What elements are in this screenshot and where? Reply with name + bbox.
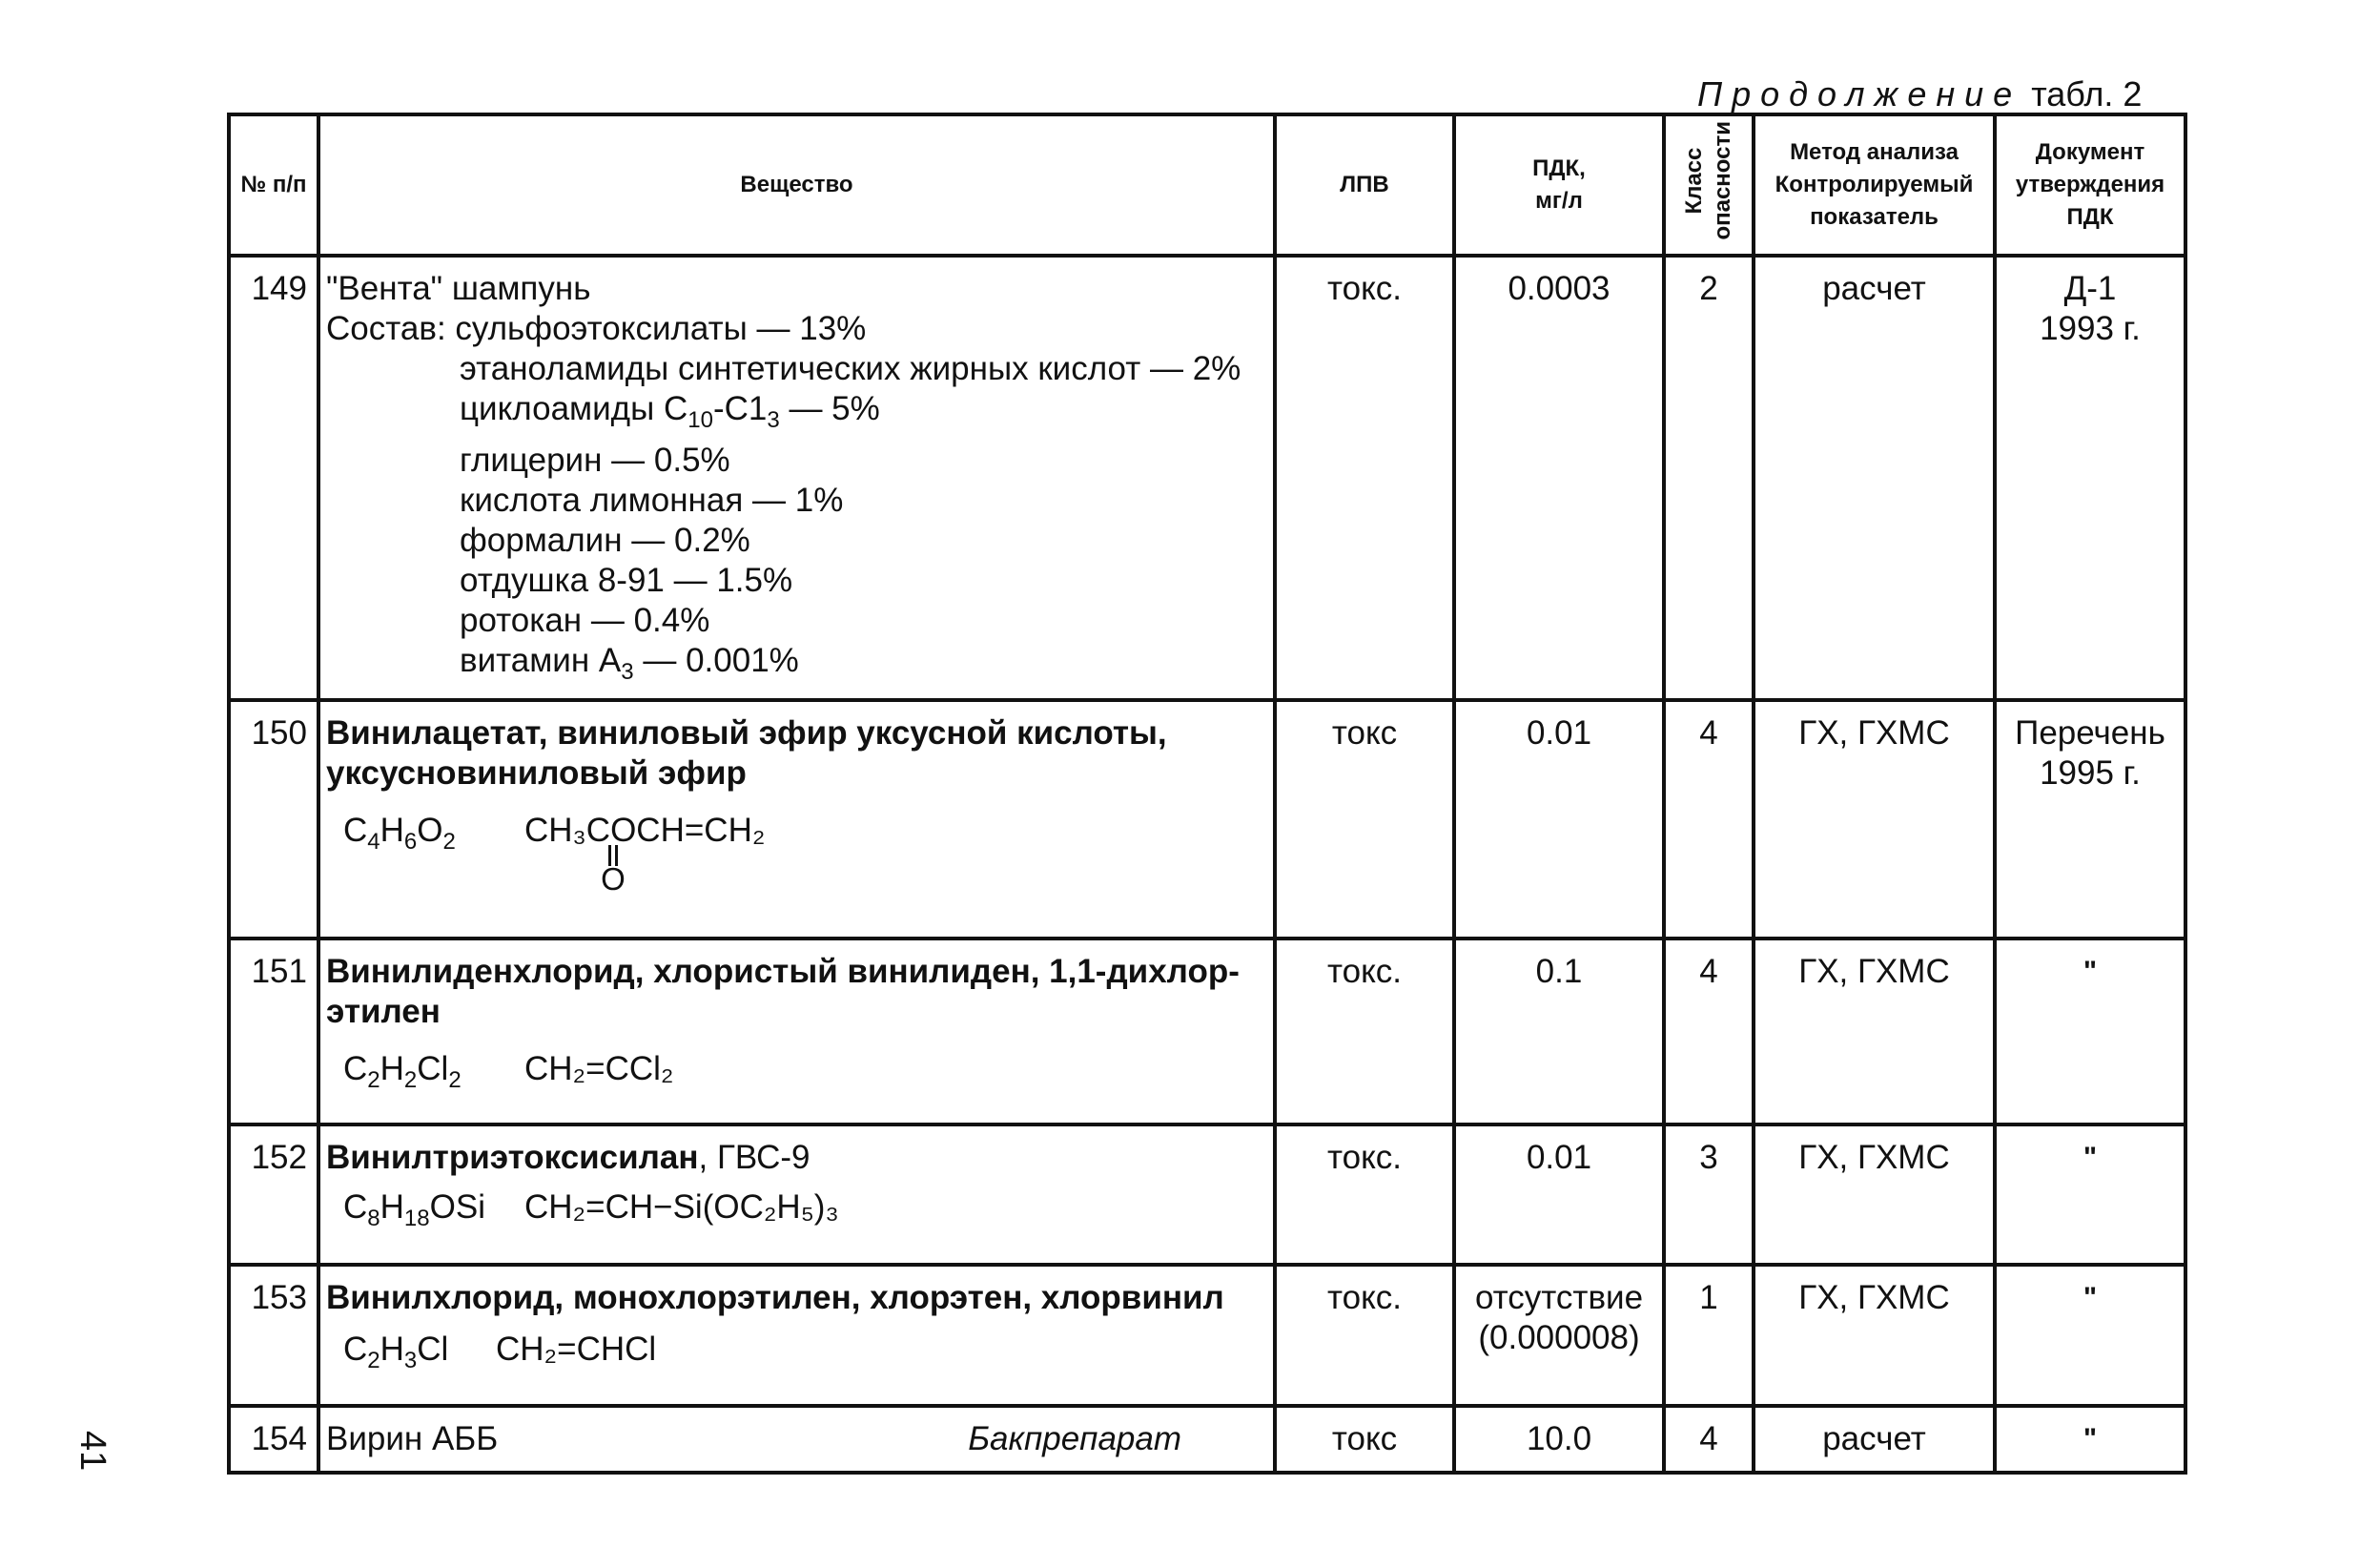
molecular-formula: $C_2H_2Cl_2$ [343,1050,462,1093]
header-pdk-line2: мг/л [1535,188,1583,214]
method-cell: ГХ, ГХМС [1754,700,1995,939]
lpv-cell: токс. [1275,939,1454,1124]
method-cell: ГХ, ГХМС [1754,1265,1995,1406]
molecular-formula: $C_4H_6O_2$ [343,812,456,855]
row-num: 151 [229,939,318,1124]
table-row-149 [229,256,2185,700]
header-row [229,114,2185,256]
row-num: 154 [229,1406,318,1473]
doc-cell-ditto: " [1995,939,2185,1124]
substance-title: Винилацетат, виниловый эфир уксусной кислоты, уксусновиниловый эфир [326,714,1167,792]
table-row-152 [229,1124,2185,1265]
doc-cell-ditto: " [1995,1265,2185,1406]
header-num: № п/п [229,114,318,256]
row-num: 152 [229,1124,318,1265]
header-class-text: Класс опасности [1681,120,1735,240]
composition-item: этаноламиды синтетических жирных кислот — 2% [460,350,1241,387]
molecular-formula: $C_2H_3Cl$ [343,1331,449,1373]
lpv-cell: токс. [1275,1265,1454,1406]
table-row-151 [229,939,2185,1124]
class-cell: 1 [1664,1265,1754,1406]
substance-title: Винилиденхлорид, хлористый винилиден, 1,1-дихлор-этилен [326,953,1240,1030]
caption-table-ref: табл. 2 [2021,74,2143,113]
header-method-line2: Контролируемый [1775,172,1974,197]
pdk-table [227,113,2187,1475]
composition-item: отдушка 8-91 — 1.5% [460,562,793,599]
method-cell: расчет [1754,1406,1995,1473]
header-doc-line2: утверждения [2015,172,2165,197]
structural-formula: CH₂=CHCl [496,1331,657,1368]
carbonyl-group: O [599,845,627,893]
chemical-formula [343,811,1267,897]
class-cell: 4 [1664,1406,1754,1473]
table-row-153 [229,1265,2185,1406]
row-num: 149 [229,256,318,700]
substance-cell [318,700,1275,939]
header-method [1754,114,1995,256]
doc-cell: Перечень 1995 г. [1995,700,2185,939]
pdk-cell: 0.1 [1454,939,1664,1124]
composition-item: ротокан — 0.4% [460,602,710,639]
header-pdk-line1: ПДК, [1532,155,1586,181]
class-cell: 4 [1664,939,1754,1124]
substance-cell [318,939,1275,1124]
header-lpv: ЛПВ [1275,114,1454,256]
pdk-cell: 10.0 [1454,1406,1664,1473]
structural-formula: CH₃COCH=CH₂ O [524,812,766,897]
substance-title: "Вента" шампунь [326,270,591,307]
pdk-cell: 0.0003 [1454,256,1664,700]
header-method-line3: показатель [1810,204,1939,230]
pdk-cell: 0.01 [1454,700,1664,939]
header-class [1664,114,1754,256]
pdk-cell: 0.01 [1454,1124,1664,1265]
table-row-154 [229,1406,2185,1473]
doc-cell-ditto: " [1995,1406,2185,1473]
header-doc-line1: Документ [2035,139,2145,165]
substance-title: Винилхлорид, монохлорэтилен, хлорэтен, хлорвинил [326,1279,1224,1316]
substance-cell [318,1265,1275,1406]
lpv-cell: токс [1275,700,1454,939]
substance-type: Бакпрепарат [968,1420,1181,1457]
method-cell: ГХ, ГХМС [1754,1124,1995,1265]
class-cell: 4 [1664,700,1754,939]
composition-item: глицерин — 0.5% [460,442,730,479]
chemical-formula [343,1187,1267,1239]
class-cell: 3 [1664,1124,1754,1265]
method-cell: ГХ, ГХМС [1754,939,1995,1124]
composition-item: циклоамиды $C_{10}-C1_3$ — 5% [460,390,880,433]
lpv-cell: токс [1275,1406,1454,1473]
header-doc-line3: ПДК [2066,204,2114,230]
substance-title: Винилтриэтоксисилан, ГВС-9 [326,1139,810,1176]
composition-item: витамин $A_3$ — 0.001% [460,642,799,685]
class-cell: 2 [1664,256,1754,700]
header-substance: Вещество [318,114,1275,256]
chemical-formula [343,1330,1267,1381]
substance-title: Вирин АББ [326,1420,499,1457]
molecular-formula: $C_8H_{18}OSi$ [343,1188,485,1231]
composition-first: Состав: сульфоэтоксилаты — 13% [326,310,867,347]
substance-cell [318,1124,1275,1265]
substance-title-row [326,1419,1267,1459]
table-caption [1697,74,2142,114]
row-num: 150 [229,700,318,939]
structural-formula: CH₂=CH−Si(OC₂H₅)₃ [524,1188,839,1226]
composition-item: формалин — 0.2% [460,522,750,559]
lpv-cell: токс. [1275,256,1454,700]
header-pdk [1454,114,1664,256]
header-doc [1995,114,2185,256]
caption-continuation: Продолжение [1697,74,2022,113]
page-number: 41 [72,1431,113,1472]
structural-formula: CH₂=CCl₂ [524,1050,674,1087]
doc-cell: Д-1 1993 г. [1995,256,2185,700]
doc-cell-ditto: " [1995,1124,2185,1265]
composition-item: кислота лимонная — 1% [460,482,844,519]
method-cell: расчет [1754,256,1995,700]
table-row-150 [229,700,2185,939]
header-method-line1: Метод анализа [1790,139,1959,165]
lpv-cell: токс. [1275,1124,1454,1265]
chemical-formula [343,1049,1267,1101]
pdk-cell: отсутствие (0.000008) [1454,1265,1664,1406]
substance-cell [318,256,1275,700]
substance-cell [318,1406,1275,1473]
row-num: 153 [229,1265,318,1406]
